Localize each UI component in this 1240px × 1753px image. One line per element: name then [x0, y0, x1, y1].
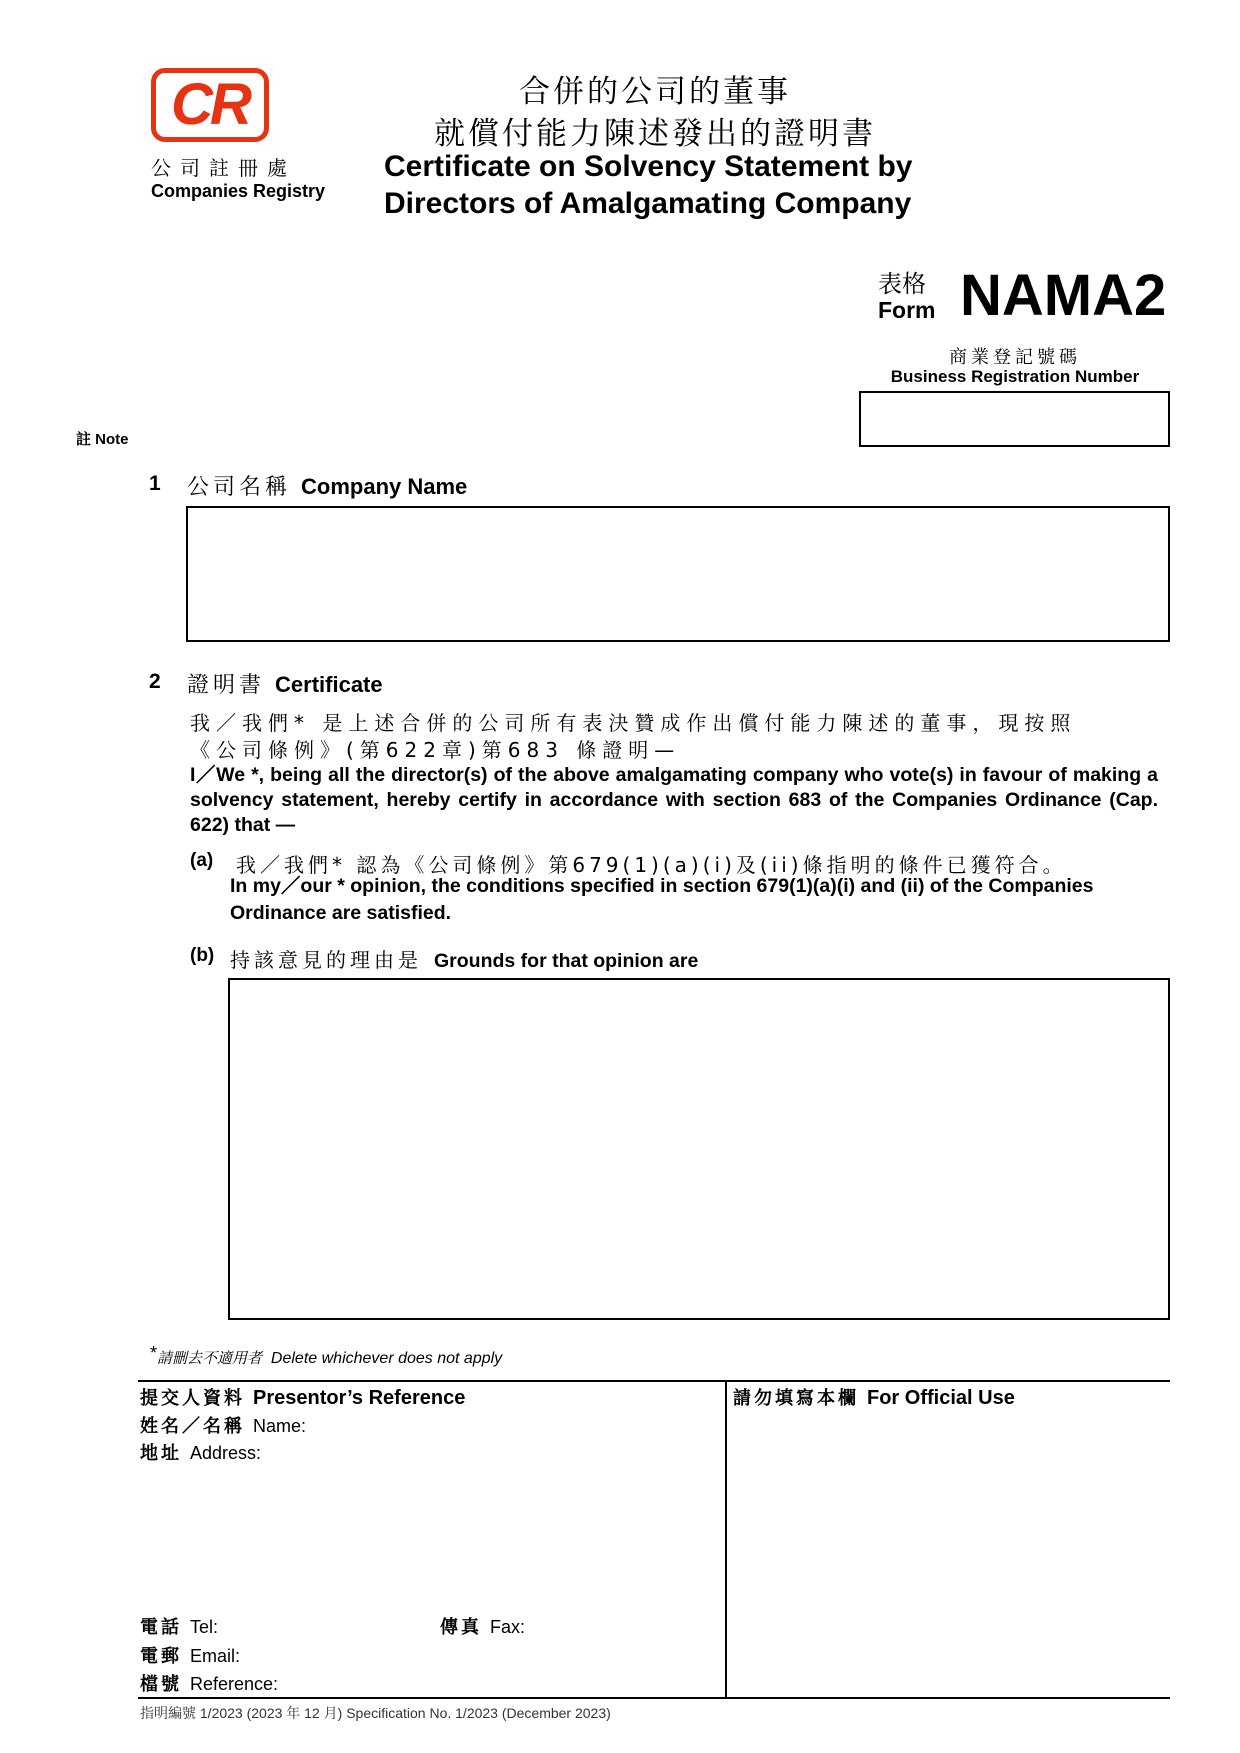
presentor-address-zh: 地址 [140, 1443, 182, 1464]
item-a-zh: 我／我們* 認為《公司條例》第679(1)(a)(i)及(ii)條指明的條件已獲符合。 [236, 853, 1067, 877]
official-use-zh: 請勿填寫本欄 [733, 1388, 859, 1409]
presentor-name-field[interactable] [140, 1412, 306, 1438]
presentor-email-en: Email: [190, 1646, 241, 1666]
company-name-input-box[interactable] [186, 506, 1170, 642]
companies-registry-logo [151, 68, 269, 142]
presentor-email-zh: 電郵 [140, 1646, 182, 1667]
section1-number: 1 [149, 472, 161, 495]
note-label: 註 Note [76, 431, 129, 448]
section2-title-en: Certificate [275, 672, 383, 697]
official-use-heading [733, 1384, 1015, 1410]
bottom-panel-top-rule [138, 1380, 1170, 1382]
footnote [150, 1343, 502, 1368]
bottom-panel-divider [725, 1380, 727, 1698]
presentor-email-field[interactable] [140, 1642, 240, 1668]
title-en-line2: Directors of Amalgamating Company [384, 187, 912, 220]
form-label-en: Form [878, 297, 936, 323]
registry-name-zh: 公司註冊處 [151, 156, 296, 180]
brn-label-zh: 商業登記號碼 [949, 347, 1081, 368]
section2-number: 2 [149, 670, 161, 693]
section2-title-zh: 證明書 [187, 673, 266, 698]
item-a-en-line1: In my／our * opinion, the conditions specified in section 679(1)(a)(i) and (ii) of the Companies [230, 875, 1094, 897]
presentor-name-zh: 姓名／名稱 [140, 1416, 245, 1437]
brn-input-box[interactable] [859, 391, 1170, 447]
form-code: NAMA2 [960, 263, 1167, 328]
item-b-label: (b) [190, 945, 215, 966]
footnote-star: * [150, 1343, 158, 1363]
title-zh-line2: 就償付能力陳述發出的證明書 [434, 116, 876, 152]
intro-zh-line1: 我／我們* 是上述合併的公司所有表決贊成作出償付能力陳述的董事，現按照 [190, 711, 1077, 735]
presentor-tel-field[interactable] [140, 1613, 218, 1639]
presentor-heading-en: Presentor’s Reference [253, 1387, 466, 1409]
section1-title-zh: 公司名稱 [187, 475, 292, 500]
brn-label-en: Business Registration Number [890, 367, 1140, 386]
presentor-reference-zh: 檔號 [140, 1674, 182, 1695]
official-use-en: For Official Use [867, 1387, 1015, 1409]
presentor-reference-en: Reference: [190, 1674, 279, 1694]
form-label-zh: 表格 [878, 270, 926, 298]
presentor-tel-en: Tel: [190, 1617, 219, 1637]
presentor-fax-en: Fax: [490, 1617, 526, 1637]
presentor-address-en: Address: [190, 1443, 262, 1463]
bottom-panel-bottom-rule [138, 1697, 1170, 1699]
section2-heading [187, 668, 383, 699]
presentor-heading [140, 1384, 465, 1410]
item-a-label: (a) [190, 850, 214, 871]
intro-en: I／We *, being all the director(s) of the above amalgamating company who vote(s) in favour of making a solvency statement, hereby certify in accordance with section 683 of the Companies Ordinance (Cap. 622) that — [190, 764, 1158, 836]
title-zh-line1: 合併的公司的董事 [519, 74, 791, 110]
presentor-fax-field[interactable] [440, 1613, 525, 1639]
presentor-address-field[interactable] [140, 1439, 261, 1465]
logo-text: CR [171, 72, 249, 137]
footnote-en: Delete whichever does not apply [270, 1350, 503, 1367]
presentor-heading-zh: 提交人資料 [140, 1388, 245, 1409]
section1-title-en: Company Name [301, 474, 468, 499]
footnote-zh: 請刪去不適用者 [157, 1349, 263, 1367]
presentor-fax-zh: 傳真 [440, 1617, 482, 1638]
presentor-name-en: Name: [253, 1416, 307, 1436]
section1-heading [187, 470, 467, 501]
specification-number: 指明編號 1/2023 (2023 年 12 月) Specification No. 1/2023 (December 2023) [140, 1705, 611, 1721]
item-b-zh: 持該意見的理由是 [230, 948, 422, 972]
item-b-heading [230, 944, 698, 975]
item-a-en-line2: Ordinance are satisfied. [230, 902, 452, 924]
item-b-en: Grounds for that opinion are [434, 950, 699, 972]
grounds-input-box[interactable] [228, 978, 1170, 1320]
presentor-reference-field[interactable] [140, 1670, 278, 1696]
title-en-line1: Certificate on Solvency Statement by [384, 150, 913, 183]
intro-zh-line2: 《公司條例》(第622章)第683 條證明— [190, 738, 681, 762]
registry-name-en: Companies Registry [151, 181, 326, 201]
presentor-tel-zh: 電話 [140, 1617, 182, 1638]
